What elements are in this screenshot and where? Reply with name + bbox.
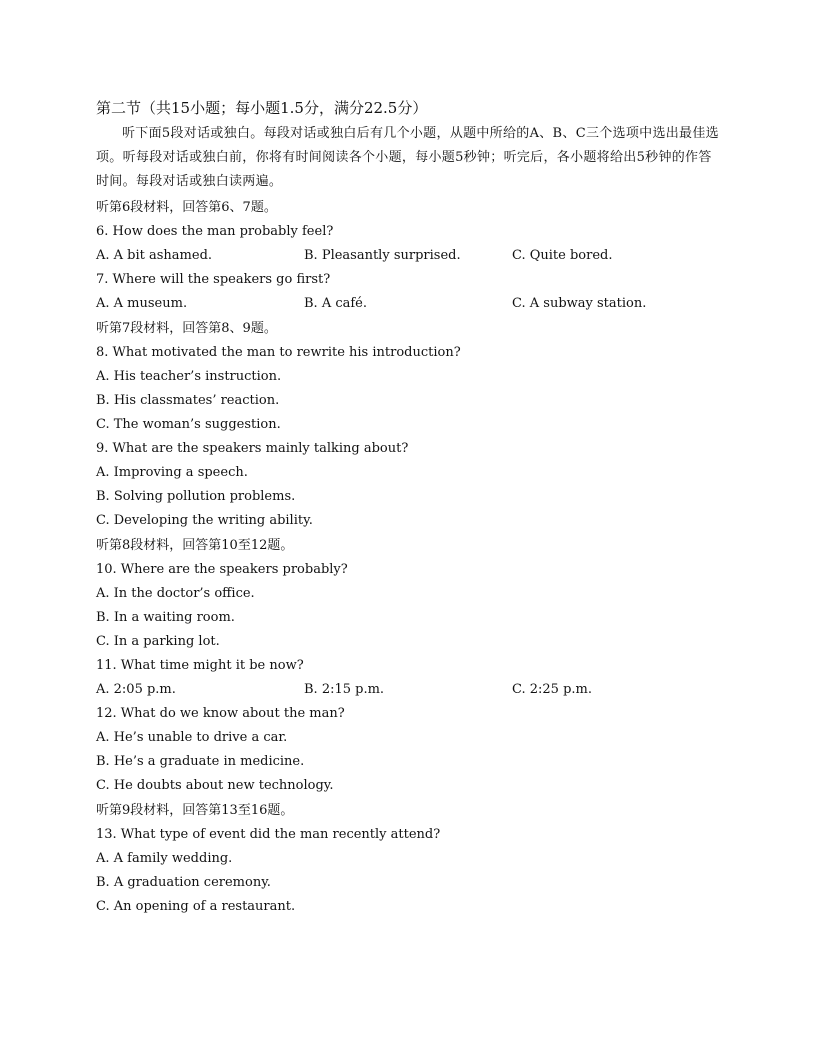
question-line: C. He doubts about new technology. <box>96 778 334 793</box>
question-line: 9. What are the speakers mainly talking about? <box>96 441 409 456</box>
question-line: C. The woman’s suggestion. <box>96 417 281 432</box>
answer-option: A. A museum. <box>96 296 188 311</box>
question-line: A. In the doctor’s office. <box>96 586 255 601</box>
answer-option: B. A café. <box>304 296 368 311</box>
document-page <box>96 96 722 919</box>
answer-option: C. 2:25 p.m. <box>512 682 592 697</box>
question-line: 6. How does the man probably feel? <box>96 224 334 239</box>
question-line: B. His classmates’ reaction. <box>96 393 280 408</box>
question-line: A. A family wedding. <box>96 851 233 866</box>
question-line: A. Improving a speech. <box>96 465 248 480</box>
material-heading: 听第8段材料，回答第10至12题。 <box>96 538 294 553</box>
question-line: C. In a parking lot. <box>96 634 220 649</box>
options-row <box>96 244 722 268</box>
question-line: B. Solving pollution problems. <box>96 489 296 504</box>
question-line: 8. What motivated the man to rewrite his introduction? <box>96 345 461 360</box>
answer-option: A. 2:05 p.m. <box>96 682 176 697</box>
question-line: C. Developing the writing ability. <box>96 513 313 528</box>
options-row <box>96 678 722 702</box>
question-line: 13. What type of event did the man recently attend? <box>96 827 441 842</box>
question-line: 7. Where will the speakers go first? <box>96 272 331 287</box>
answer-option: C. A subway station. <box>512 296 647 311</box>
question-line: A. He’s unable to drive a car. <box>96 730 288 745</box>
question-line: C. An opening of a restaurant. <box>96 899 296 914</box>
question-line: 11. What time might it be now? <box>96 658 304 673</box>
answer-option: C. Quite bored. <box>512 248 613 263</box>
section-instructions: 听下面5段对话或独白。每段对话或独白后有几个小题，从题中所给的A、B、C三个选项中选出最佳选项。听每段对话或独白前，你将有时间阅读各个小题，每小题5秒钟；听完后，各小题将给出5秒钟的作答时间。每段对话或独白读两遍。 <box>96 126 719 189</box>
question-line: B. He’s a graduate in medicine. <box>96 754 305 769</box>
question-list <box>96 196 722 919</box>
section-title: 第二节（共15小题；每小题1.5分，满分22.5分） <box>96 99 428 117</box>
question-line: A. His teacher’s instruction. <box>96 369 282 384</box>
answer-option: B. 2:15 p.m. <box>304 682 385 697</box>
options-row <box>96 292 722 316</box>
material-heading: 听第7段材料，回答第8、9题。 <box>96 321 277 336</box>
question-line: 12. What do we know about the man? <box>96 706 345 721</box>
material-heading: 听第6段材料，回答第6、7题。 <box>96 200 277 215</box>
answer-option: B. Pleasantly surprised. <box>304 248 461 263</box>
material-heading: 听第9段材料，回答第13至16题。 <box>96 803 294 818</box>
answer-option: A. A bit ashamed. <box>96 248 213 263</box>
question-line: 10. Where are the speakers probably? <box>96 562 348 577</box>
question-line: B. A graduation ceremony. <box>96 875 271 890</box>
question-line: B. In a waiting room. <box>96 610 235 625</box>
